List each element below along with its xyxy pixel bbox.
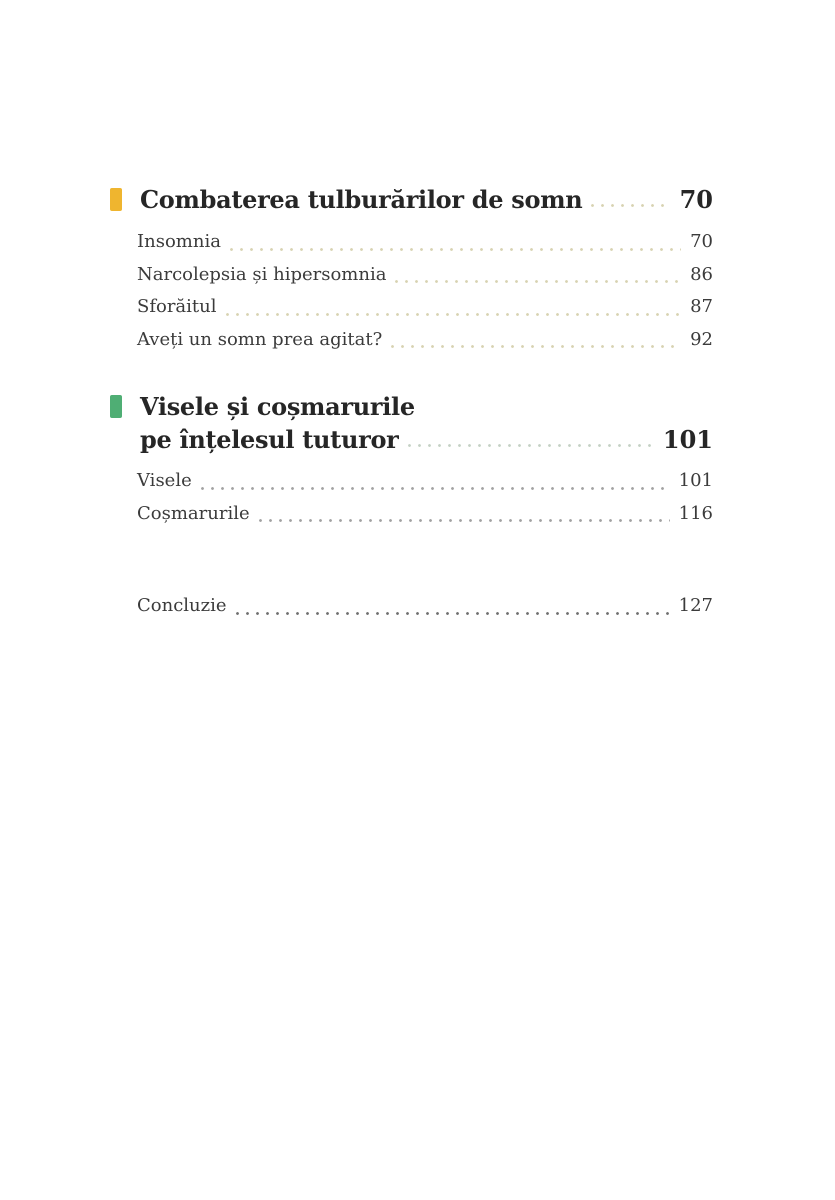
- toc-entry-page-number: 116: [678, 502, 713, 524]
- section-heading-line: [140, 390, 713, 423]
- section-page-number: 101: [662, 425, 713, 454]
- toc-entry: [137, 498, 713, 531]
- table-of-contents: [110, 183, 713, 623]
- section-color-marker: [110, 188, 122, 211]
- dot-leader: [230, 248, 681, 251]
- section-heading-row: [110, 390, 713, 456]
- toc-section-visele: [110, 390, 713, 530]
- toc-entry-page-number: 92: [690, 328, 713, 350]
- section-heading-body: [140, 390, 713, 456]
- section-heading-line: [140, 183, 713, 216]
- section-heading-body: [140, 183, 713, 216]
- section-page-number: 70: [679, 185, 713, 214]
- toc-entry: [137, 291, 713, 324]
- toc-entry-page-number: 127: [678, 595, 713, 616]
- toc-entry-label: Insomnia: [137, 231, 221, 252]
- section-title-line-1: Visele și coșmarurile: [140, 392, 415, 421]
- toc-entry-label: Narcolepsia și hipersomnia: [137, 263, 387, 285]
- section-entries: [110, 226, 713, 356]
- section-entries: [110, 465, 713, 530]
- toc-entry: [137, 259, 713, 292]
- section-title-line-2: pe înțelesul tuturor: [140, 425, 399, 454]
- dot-leader: [408, 444, 654, 447]
- toc-entry-label: Aveți un somn prea agitat?: [137, 328, 383, 350]
- toc-entry: [137, 465, 713, 498]
- toc-section-combaterea: [110, 183, 713, 356]
- toc-entry: [137, 226, 713, 259]
- toc-entry-page-number: 70: [690, 231, 713, 252]
- toc-entry-page-number: 87: [690, 296, 713, 317]
- dot-leader: [226, 313, 682, 316]
- toc-entry: [137, 590, 713, 623]
- toc-entry-label: Concluzie: [137, 595, 227, 616]
- section-title: Combaterea tulburărilor de somn: [140, 185, 583, 214]
- section-heading-line: [140, 423, 713, 456]
- dot-leader: [259, 519, 670, 522]
- dot-leader: [391, 345, 681, 348]
- dot-leader: [201, 487, 670, 490]
- dot-leader: [591, 204, 670, 207]
- section-color-marker: [110, 395, 122, 418]
- toc-entry-label: Coșmarurile: [137, 502, 250, 524]
- toc-entry-label: Visele: [137, 470, 192, 491]
- toc-entry-label: Sforăitul: [137, 296, 217, 317]
- dot-leader: [236, 612, 670, 615]
- toc-entry: [137, 324, 713, 357]
- section-heading-row: [110, 183, 713, 216]
- toc-conclusion: [110, 590, 713, 623]
- toc-entry-page-number: 86: [690, 263, 713, 285]
- toc-entry-page-number: 101: [678, 470, 713, 491]
- dot-leader: [395, 280, 681, 283]
